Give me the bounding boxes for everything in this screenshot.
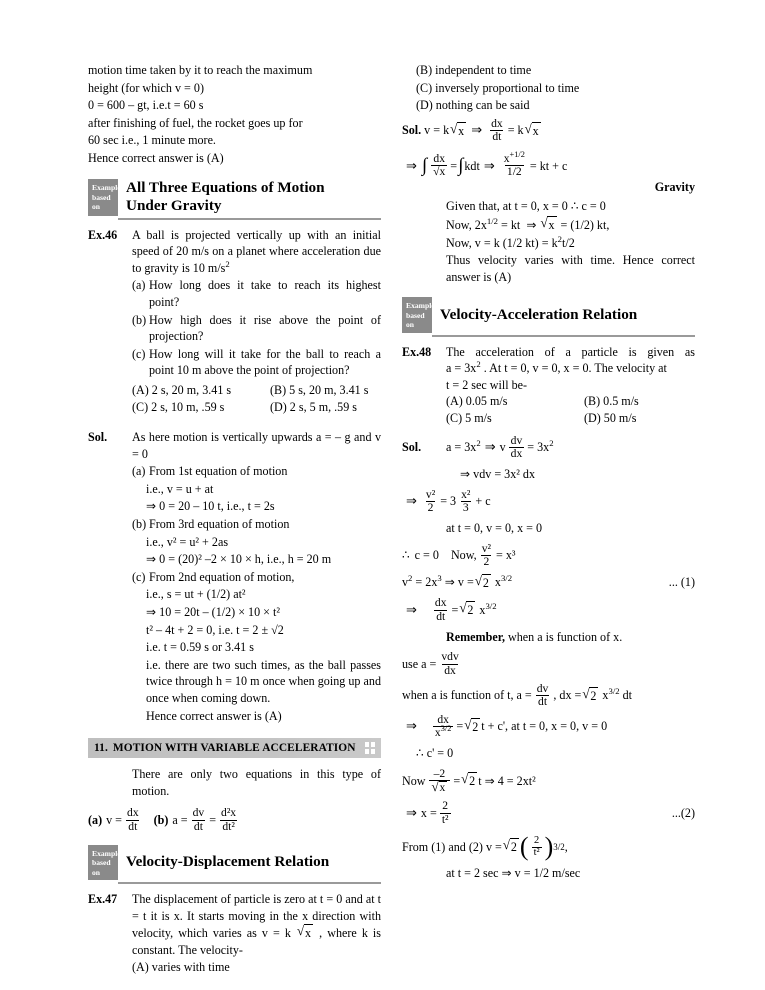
eq-b-fraction-2 (219, 807, 238, 832)
ex48-option-b[interactable]: (B) 0.5 m/s (584, 394, 639, 409)
continued-line: Hence correct answer is (A) (88, 150, 224, 165)
eq-b-fraction-1 (191, 807, 207, 832)
sol48-l8-denominator: dx (444, 663, 456, 677)
gravity-running-word-row (402, 178, 695, 196)
eq-b-numerator-2: d²x (221, 806, 237, 820)
sol48-l10-numerator: dx (437, 713, 449, 727)
eq-a-denominator: dt (128, 819, 138, 833)
sol46-step-text: ⇒ 0 = (20)² –2 × 10 × h, i.e., h = 20 m (146, 552, 332, 567)
sol48-l5-denominator: 2 (483, 554, 490, 568)
sol47-lines-3-6 (446, 198, 695, 285)
sol47-line-3: Given that, at t = 0, x = 0 ∴ c = 0 (446, 199, 606, 214)
sol48-l13-arrow: ⇒ (406, 804, 417, 820)
sol47-l1-equals: = k (507, 123, 524, 138)
ex46-part-tag: (c) (132, 346, 146, 361)
sol47-l4-sqrt: √ x (540, 216, 556, 234)
sol46-step-text: From 3rd equation of motion (149, 517, 290, 532)
sol48-line-14: From (1) and (2) v = √ 2 ( $\frac{2}{\text{t²}}$ ) 3/2 , (402, 836, 695, 859)
sol48-l7-equals: = (451, 602, 459, 617)
sol48-l7-tail: $x^{3/2}$ (476, 600, 497, 617)
sol48-l9-numerator: dv (536, 681, 549, 695)
sol48-l10-equals: = (456, 719, 464, 734)
gravity-word: Gravity (654, 180, 695, 195)
example-based-on-tag (88, 179, 121, 216)
sol46-step-text: i.e., s = ut + (1/2) at² (146, 587, 246, 602)
eq-b-denominator-2: dt² (222, 819, 235, 833)
eq-a-label: (a) (88, 812, 103, 827)
sol46-step (146, 639, 381, 656)
sol47-l1-numerator: dx (491, 116, 503, 130)
continued-line: 60 sec i.e., 1 minute more. (88, 133, 216, 148)
sol48-l3-arrow: ⇒ (406, 492, 417, 508)
sol48-line-1 (402, 435, 695, 460)
ex48-option-d[interactable]: (D) 50 m/s (584, 411, 637, 426)
sol48-l7-sqrt (459, 601, 475, 619)
sol46-intro: As here motion is vertically upwards a = – g and v = 0 (132, 430, 381, 461)
sol48-l5-numerator: v² (481, 541, 491, 555)
sol47-label: Sol. (402, 123, 422, 138)
example-title-line-1: Velocity-Acceleration Relation (440, 305, 638, 323)
sol46-step (146, 604, 381, 621)
example-heading-velocity-displacement (88, 845, 381, 880)
example-heading-title (432, 297, 695, 332)
sol48-l3-equals: = 3 (440, 493, 457, 508)
example-tag-line-2: based on (92, 858, 111, 877)
example-heading-velocity-acceleration (402, 297, 695, 332)
example-heading-rule (118, 882, 381, 884)
sol48-l12-denominator (429, 780, 451, 794)
sol47-line-1 (402, 118, 695, 143)
sol48-l7-sqrt-radicand: 2 (467, 603, 474, 618)
sol48-l12-sqrt-2 (461, 772, 477, 790)
integral-sign-icon: ∫ (458, 155, 464, 177)
sol48-l1-rhs-base: = 3x (527, 440, 550, 454)
sol48-l1-lhs-base: a = 3x (446, 440, 477, 454)
ex46-part-tag: (a) (132, 278, 146, 293)
sol46-step (132, 516, 381, 533)
right-column (402, 62, 695, 882)
ex48-stem-line-1: The acceleration of a particle is given as (446, 344, 695, 359)
sol47-l2-fraction-1 (431, 153, 447, 178)
sol48-l9-mid: , dx = (553, 688, 582, 703)
sol48-l1-lhs (446, 439, 481, 456)
sol47-l2-denominator-2: 1/2 (506, 165, 522, 179)
sol47-l1-sqrt-1-radicand: x (458, 123, 465, 138)
sol48-line-10 (402, 714, 695, 739)
sol48-l1-v: v (499, 440, 506, 454)
sol48-l6-sqrt (475, 574, 491, 592)
sol48-l12-tail: t ⇒ 4 = 2xt² (478, 773, 536, 788)
eq-b-denominator-1: dt (193, 819, 203, 833)
remember-rest-text: when a is function of x. (505, 629, 623, 644)
sol48-l12-numerator: –2 (433, 767, 446, 780)
ex47-question (88, 891, 381, 958)
eq-b-lhs: a = (172, 812, 188, 827)
example-tag-line-1: Example (92, 183, 121, 193)
sol48-l7-numerator: dx (434, 596, 447, 610)
ex48-option-c[interactable]: (C) 5 m/s (446, 411, 492, 426)
sol48-l12-now: Now (402, 773, 426, 788)
sol46-step (146, 551, 381, 568)
sol48-l5-therefore: ∴ (402, 547, 410, 562)
sol48-l9-denominator: dt (538, 694, 548, 708)
continued-line: height (for which v = 0) (88, 80, 204, 95)
sol48-l9-tail: $x^{3/2}$ dt (599, 686, 633, 703)
sol48-l6-sqrt-radicand: 2 (482, 575, 489, 590)
ex46-stem (132, 227, 381, 277)
eq-b-equals: = (209, 812, 217, 827)
ex48-option-a[interactable]: (A) 0.05 m/s (446, 394, 508, 409)
right-paren-glyph: ) (544, 832, 554, 862)
ex48-stem2-post: . At t = 0, v = 0, x = 0. The velocity at (480, 361, 667, 376)
ex47-option-a[interactable]: (A) varies with time (132, 960, 230, 975)
sol48-l5-now: Now, (450, 547, 477, 562)
example-tag-line-2: based on (92, 192, 111, 212)
sol48-l10-denominator: $x^{3/2}$ (434, 724, 452, 740)
sol46-step (146, 657, 381, 707)
sol48-line-4: at t = 0, v = 0, x = 0 (446, 520, 543, 535)
sol48-l12-equals: = (453, 773, 461, 788)
eq-a-fraction (125, 807, 141, 832)
ex47-stem (132, 891, 381, 958)
sol48-l1-denominator: dx (510, 446, 523, 460)
sol48-l8-numerator: vdv (441, 650, 459, 664)
example-tag-line-1: Example (406, 301, 435, 311)
sol46-step-text: ⇒ 0 = 20 – 10 t, i.e., t = 2s (146, 499, 275, 514)
sol48-line-5 (402, 543, 695, 568)
sol48-l14-denominator: t² (533, 846, 540, 858)
example-based-on-tag (88, 845, 121, 880)
sol48-l10-sqrt-radicand: 2 (472, 719, 479, 734)
ex48-question (402, 344, 695, 427)
ex46-option-c[interactable]: (C) 2 s, 10 m, .59 s (132, 399, 225, 414)
ex48-option-row (446, 393, 695, 410)
ex48-stem2-pre: a = 3x (446, 361, 477, 376)
sol48-l1-rhs (527, 439, 553, 456)
ex47-stem-part-2: , where k is constant. The velocity- (132, 926, 381, 957)
sol46-step (146, 534, 381, 551)
sol46-step-text: From 1st equation of motion (149, 464, 288, 479)
sol48-l13-equation-number: ...(2) (671, 805, 695, 820)
sol48-l14-fraction (532, 836, 542, 859)
sol48-l10-tail: t + c', at t = 0, x = 0, v = 0 (481, 719, 608, 734)
sol48-l14-sqrt-radicand: 2 (510, 840, 517, 855)
sol48-line-2: ⇒ vdv = 3x² dx (460, 466, 536, 481)
ex46-label: Ex.46 (88, 227, 118, 242)
sol47-l1-lhs: v = k (424, 123, 450, 138)
sol48-l14-tail: , (564, 839, 568, 854)
ex47-option-b[interactable]: (B) independent to time (416, 63, 532, 77)
ex46-part-text: How long will it take for the ball to reach a point 10 m above the point of projection? (149, 346, 381, 378)
sol46-step-text: i.e. there are two such times, as the ball passes twice through h = 10 m once when going up and once when coming down. (146, 657, 381, 705)
sol48-l1-numerator: dv (510, 433, 523, 447)
section-decorative-dots-icon (365, 742, 375, 754)
integral-sign-icon: ∫ (421, 155, 428, 177)
ex46-stem-text: A ball is projected vertically up with an initial speed of 20 m/s on a planet where acceleration due to gravity is 10 m/s (132, 227, 381, 275)
example-heading-title (118, 179, 381, 216)
sol48-l9-sqrt-radicand: 2 (590, 688, 597, 703)
ex46-part-text: How high does it rise above the point of projection? (149, 312, 381, 344)
sol48-l12-sqrt-x: √ x (432, 781, 448, 794)
ex46-question (88, 227, 381, 277)
sol47-line-4: Now, $2x^{1/2}$ = kt ⇒ √ x = (1/2) kt, (446, 216, 695, 234)
sol48-line-11: ∴ c' = 0 (416, 746, 454, 761)
sol46-step-tag: (b) (132, 517, 147, 532)
ex46-option-d[interactable]: (D) 2 s, 5 m, .59 s (270, 399, 358, 414)
sol48-l5-c: c = 0 (414, 547, 439, 562)
sol48-l6-equation-number: ... (1) (668, 575, 695, 590)
section-11-intro: There are only two equations in this type of motion. (132, 767, 381, 798)
sol46-block (88, 429, 381, 462)
eq-b-label: (b) (153, 812, 169, 827)
sol48-line-3 (402, 489, 695, 514)
sol48-line-7 (402, 597, 695, 622)
eq-a-lhs: v = (106, 812, 123, 827)
sol48-remember-note (446, 629, 695, 646)
sol48-l7-fraction (433, 597, 449, 622)
sol48-line-6 (402, 574, 695, 592)
sol47-line-5: Now, v = k (1/2 $kt) = k^2t/2$ (446, 233, 575, 250)
sol46-step (146, 481, 381, 498)
sol47-l2-arrow-2: ⇒ (483, 157, 495, 173)
example-heading-rule (432, 335, 695, 337)
sol48-line-15: at t = 2 sec ⇒ v = 1/2 m/sec (446, 865, 581, 880)
sol48-line-12 (402, 768, 695, 794)
continued-line: motion time taken by it to reach the maximum (88, 63, 313, 77)
sol48-l1-lhs-exp: 2 (476, 437, 481, 448)
sol47-line-2 (402, 150, 695, 179)
ex46-part (132, 346, 381, 379)
sol46-label: Sol. (88, 430, 108, 445)
example-title-line-1: All Three Equations of Motion (126, 178, 325, 196)
sol48-l9-sqrt (582, 687, 598, 705)
sol47-l2-numerator-1: dx (433, 152, 445, 166)
sol48-l5-tail: = x³ (495, 547, 516, 562)
example-heading-rule (118, 218, 381, 220)
sol48-line-8 (402, 651, 695, 676)
sol46-step-text: ⇒ 10 = 20t – (1/2) × 10 × t² (146, 605, 280, 620)
sol48-l9-pre: when a is function of t, a = (402, 688, 532, 703)
sol46-step-tag: (a) (132, 464, 146, 479)
sol46-step-text: From 2nd equation of motion, (149, 569, 295, 584)
sol48-l8-lhs: use a = (402, 656, 437, 671)
sol48-l1-fraction (509, 435, 525, 460)
sol46-step (132, 463, 381, 480)
sol48-l3-denominator-1: 2 (427, 500, 434, 514)
ex47-sqrt-x (297, 924, 313, 942)
example-based-on-tag (402, 297, 435, 332)
sol46-step (146, 708, 381, 725)
ex47-option-c[interactable]: (C) inversely proportional to time (416, 80, 580, 95)
section-11-bar (88, 738, 381, 758)
ex48-label: Ex.48 (402, 344, 432, 359)
sol48-l3-numerator-2: x² (461, 487, 471, 501)
ex47-option-d[interactable]: (D) nothing can be said (416, 98, 530, 113)
sol47-l2-kdt: kdt (464, 158, 480, 173)
sol46-step-text: i.e. t = 0.59 s or 3.41 s (146, 640, 254, 655)
sol48-l13-denominator: t² (441, 812, 449, 826)
sol48-l9-fraction (535, 683, 551, 708)
ex47-options-continued (416, 62, 695, 114)
sol46-step (132, 569, 381, 586)
ex48-stem-line-3: t = 2 sec will be- (446, 377, 528, 392)
ex48-stem-line-2 (446, 360, 695, 377)
sol48-line-9 (402, 683, 695, 708)
sol48-l7-denominator: dt (436, 609, 446, 623)
sol47-l1-denominator: dt (492, 129, 502, 143)
eq-b-numerator-1: dv (192, 806, 205, 820)
ex46-option-row (132, 382, 381, 399)
ex46-stem-exponent: 2 (225, 258, 230, 269)
sol47-l2-num2-exp: +1/2 (509, 150, 525, 160)
sol48-l5-fraction (480, 543, 493, 568)
sol48-l12-fraction (429, 768, 451, 794)
ex46-part (132, 312, 381, 345)
sol48-line-13 (402, 800, 695, 825)
sol48-l14-sqrt (503, 838, 519, 856)
sol48-l1-rhs-exp: 2 (549, 437, 554, 448)
ex46-option-a[interactable]: (A) 2 s, 20 m, 3.41 s (132, 382, 232, 397)
sol48-l3-numerator-1: v² (425, 487, 436, 501)
example-title-line-1: Velocity-Displacement Relation (126, 853, 330, 871)
ex47-label: Ex.47 (88, 891, 118, 906)
continued-solution-block (88, 62, 381, 167)
sol46-step (146, 586, 381, 603)
sol47-l1-sqrt-2 (525, 122, 541, 140)
sol46-steps (132, 463, 381, 724)
sol48-l3-tail: + c (475, 493, 491, 508)
sol46-step (146, 498, 381, 515)
sol47-l2-equals: = (450, 158, 458, 173)
ex46-part-text: How long does it take to reach its highest point? (149, 278, 381, 309)
sol48-l10-arrow: ⇒ (406, 718, 417, 734)
continued-line: 0 = 600 – gt, i.e.t = 60 s (88, 98, 204, 113)
ex48-option-row (446, 410, 695, 427)
sol48-l1-arrow: ⇒ (484, 439, 496, 454)
sol48-l6-tail: $x^{3/2}$ (491, 573, 513, 590)
sol46-step (146, 622, 381, 639)
eq-a-numerator: dx (127, 806, 139, 820)
sol46-step-text: i.e., v = u + at (146, 481, 214, 496)
example-tag-line-2: based on (406, 310, 425, 330)
continued-line: after finishing of fuel, the rocket goes up for (88, 115, 303, 130)
section-11-title: MOTION WITH VARIABLE ACCELERATION (112, 742, 356, 755)
section-11-number: 11. (94, 742, 108, 755)
example-heading-title (118, 845, 381, 880)
ex47-sqrt-radicand: x (305, 926, 312, 941)
ex46-option-b[interactable]: (B) 5 s, 20 m, 3.41 s (270, 382, 369, 397)
sol48-l10-sqrt (464, 718, 480, 736)
sol47-l1-sqrt-2-radicand: x (532, 123, 539, 138)
sol48-l7-arrow: ⇒ (406, 601, 417, 617)
sol48-l8-fraction (439, 651, 460, 676)
sol46-step-tag: (c) (132, 569, 146, 584)
sol47-l2-tail: = kt + c (529, 158, 568, 173)
sol48-l14-numerator: 2 (533, 834, 540, 846)
sol48-l14-pre: From (1) and (2) v = (402, 839, 502, 854)
sol46-step-text: t² – 4t + 2 = 0, i.e. t = 2 ± √2 (146, 622, 284, 637)
sol47-line-6: Thus velocity varies with time. Hence correct answer is (A) (446, 253, 695, 284)
sol46-step-text: Hence correct answer is (A) (146, 708, 282, 723)
ex48-stem2-exp: 2 (476, 359, 481, 370)
left-paren-glyph: ( (519, 832, 529, 862)
sol48-l10-fraction (433, 714, 453, 739)
ex46-part-tag: (b) (132, 312, 147, 327)
sol48-l6-text: $v^2 = 2x^3$ ⇒ v = (402, 573, 474, 590)
sol47-l1-fraction (489, 118, 505, 143)
sol47-l1-arrow: ⇒ (471, 122, 483, 138)
sol48-l13-lhs: x = (420, 805, 437, 820)
example-heading-all-three-equations (88, 179, 381, 216)
sol48-l13-numerator: 2 (442, 799, 449, 813)
example-tag-line-1: Example (92, 848, 121, 858)
ex47-stem-part-1: The displacement of particle is zero at t = 0 and at t = t it is x. It starts moving in the x direction with velocity, which varies as v = k (132, 891, 381, 941)
remember-bold-label: Remember, (446, 629, 505, 644)
sol48-l13-fraction (440, 800, 451, 825)
ex46-parts (132, 277, 381, 415)
left-column (88, 62, 381, 977)
example-title-line-2: Under Gravity (126, 197, 222, 215)
sol48-l12-sqrt-2-radicand: 2 (469, 774, 476, 789)
sol47-l1-sqrt-1 (450, 122, 466, 140)
sol48-l3-fraction-2 (459, 489, 472, 514)
ex48-stem (446, 344, 695, 427)
sol47-l2-arrow-1: ⇒ (406, 157, 417, 173)
sol47-l2-fraction-2 (502, 150, 527, 179)
ex46-option-row (132, 399, 381, 416)
sol48-l3-fraction-1 (424, 489, 437, 514)
sol47-l2-denominator-1: √x (433, 165, 446, 179)
sol47-l2-numerator-2 (502, 150, 527, 166)
sol48-l3-denominator-2: 3 (462, 500, 469, 514)
sol47-l2-num2-base: x (503, 152, 510, 166)
ex46-part (132, 277, 381, 310)
variable-acceleration-equations (88, 807, 381, 832)
sol46-step-text: i.e., v² = u² + 2as (146, 534, 229, 549)
sol48-label: Sol. (402, 440, 422, 454)
